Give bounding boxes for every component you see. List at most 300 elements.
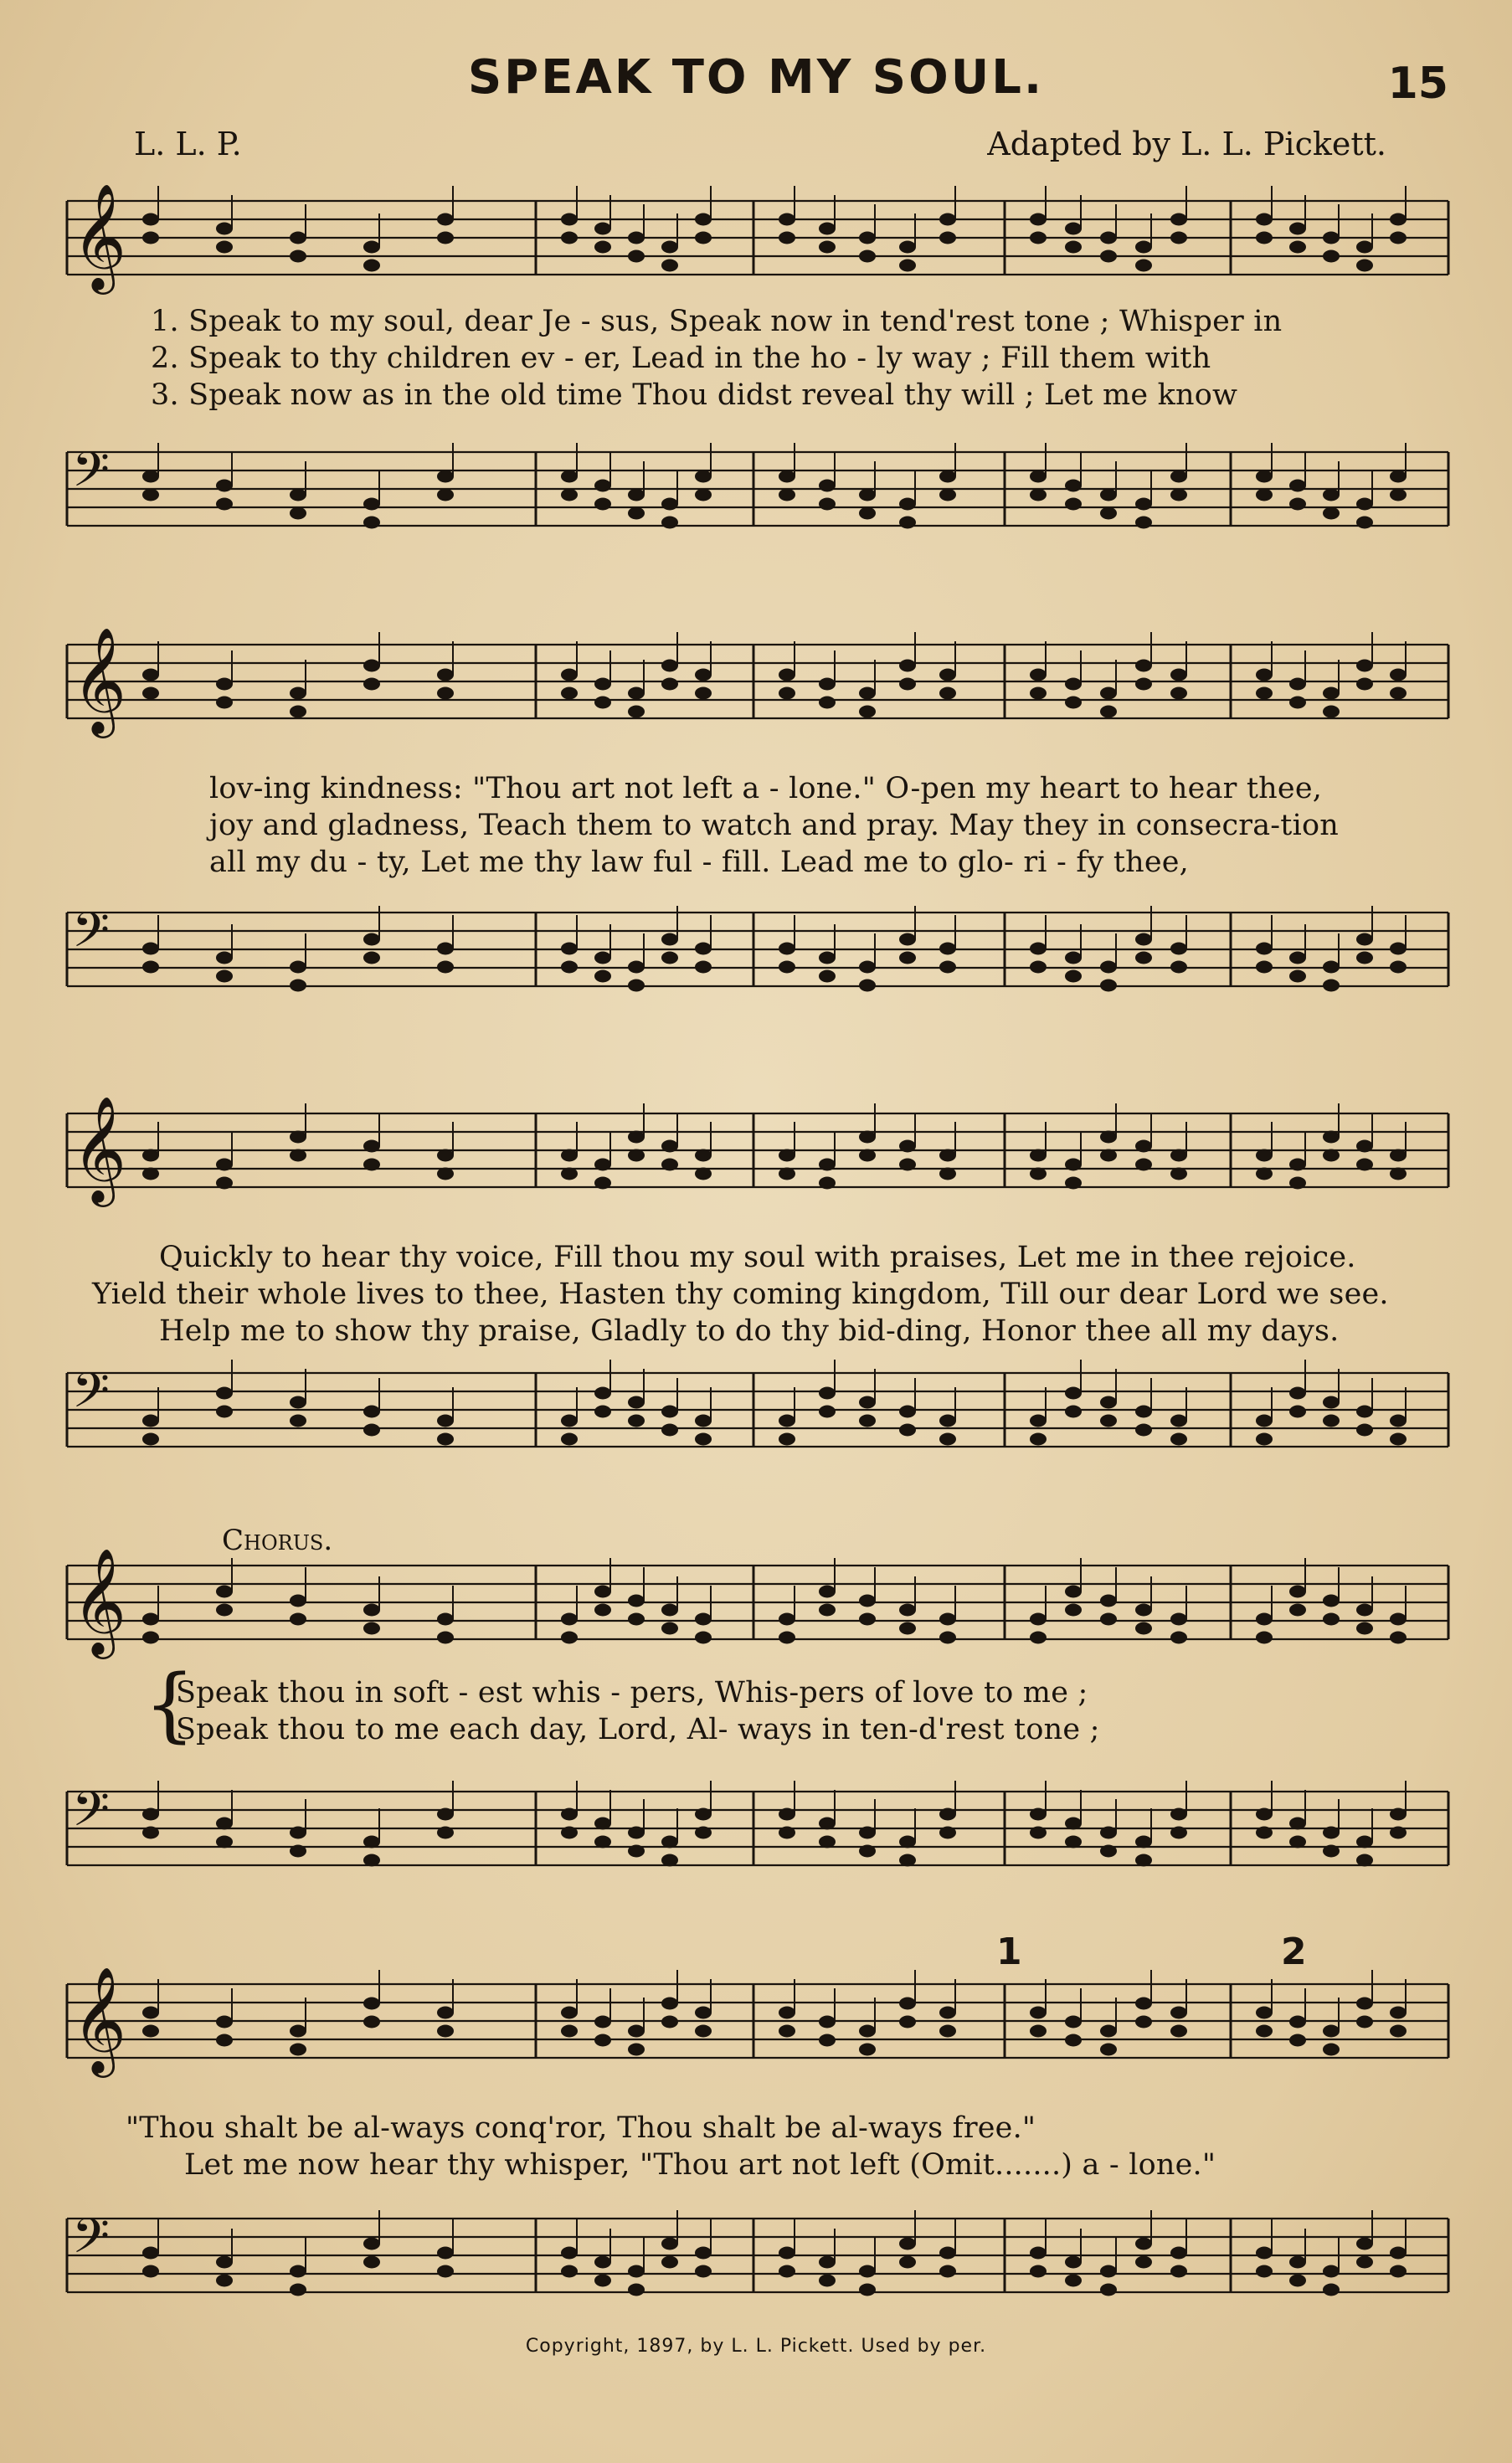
note-head <box>1289 1586 1306 1598</box>
note-head <box>1390 1632 1407 1644</box>
note-head <box>819 480 836 492</box>
note-head <box>1289 1177 1306 1190</box>
note-head <box>1100 687 1117 700</box>
note-head <box>628 1827 645 1839</box>
note-head <box>594 2016 611 2029</box>
note-head <box>594 1604 611 1617</box>
note-head <box>1135 260 1152 272</box>
note-head <box>1100 1595 1117 1607</box>
note-head <box>939 470 956 483</box>
note-head <box>899 933 916 946</box>
note-head <box>695 961 712 974</box>
note-head <box>1390 961 1407 974</box>
second-ending-mark: 2 <box>1281 1931 1307 1973</box>
note-head <box>1356 933 1373 946</box>
note-head <box>628 1845 645 1858</box>
note-head <box>1030 943 1047 955</box>
note-head <box>1170 1632 1187 1644</box>
note-head <box>1390 1808 1407 1821</box>
note-head <box>1135 2238 1152 2250</box>
note-head <box>1100 980 1117 992</box>
note-head <box>779 961 795 974</box>
note-head <box>1100 706 1117 718</box>
treble-clef-icon: 𝄞 <box>72 1547 127 1654</box>
note-head <box>1065 1586 1082 1598</box>
bass-staff <box>67 441 1448 537</box>
note-head <box>594 1406 611 1418</box>
note-head <box>1170 1149 1187 1162</box>
note-head <box>1030 2007 1047 2019</box>
note-head <box>363 1836 380 1849</box>
note-head <box>216 1604 233 1617</box>
note-head <box>1170 1415 1187 1427</box>
note-head <box>1256 1808 1273 1821</box>
note-head <box>899 2238 916 2250</box>
note-head <box>1030 232 1047 244</box>
note-head <box>1030 2025 1047 2038</box>
note-head <box>1289 697 1306 709</box>
note-head <box>1289 2016 1306 2029</box>
note-head <box>779 213 795 226</box>
note-head <box>363 241 380 254</box>
note-head <box>661 1622 678 1635</box>
note-head <box>1135 660 1152 672</box>
bass-staff-lines <box>67 2210 1448 2304</box>
note-head <box>695 1808 712 1821</box>
note-head <box>1100 2265 1117 2278</box>
bass-clef-icon: 𝄢 <box>72 1362 111 1431</box>
note-head <box>1170 1168 1187 1180</box>
note-head <box>1390 2247 1407 2260</box>
note-head <box>628 1149 645 1162</box>
note-head <box>1256 213 1273 226</box>
page-number: 15 <box>1387 59 1448 109</box>
note-head <box>437 489 454 501</box>
note-head <box>859 2265 876 2278</box>
note-head <box>1065 241 1082 254</box>
note-head <box>1100 1827 1117 1839</box>
note-head <box>1356 241 1373 254</box>
note-head <box>1030 1613 1047 1626</box>
note-head <box>899 2256 916 2269</box>
note-head <box>779 669 795 681</box>
note-head <box>1065 1159 1082 1171</box>
note-head <box>437 2247 454 2260</box>
note-head <box>628 2044 645 2056</box>
note-head <box>819 1177 836 1190</box>
treble-staff-lines <box>67 1966 1448 2073</box>
note-head <box>661 517 678 529</box>
note-head <box>695 669 712 681</box>
note-head <box>1030 687 1047 700</box>
lyric-line: Speak thou to me each day, Lord, Al- ways in ten-d'rest tone ; <box>176 1713 1100 1746</box>
note-head <box>1390 669 1407 681</box>
note-head <box>779 1808 795 1821</box>
note-head <box>859 1827 876 1839</box>
note-head <box>1289 1836 1306 1849</box>
note-head <box>594 241 611 254</box>
note-head <box>1323 687 1340 700</box>
note-head <box>1030 2265 1047 2278</box>
treble-staff-lines <box>67 183 1448 290</box>
note-head <box>939 943 956 955</box>
note-head <box>1323 250 1340 263</box>
note-head <box>1356 1854 1373 1867</box>
note-head <box>661 2016 678 2029</box>
note-head <box>561 232 578 244</box>
note-head <box>1323 489 1340 501</box>
note-head <box>437 1808 454 1821</box>
note-head <box>561 489 578 501</box>
note-head <box>695 687 712 700</box>
note-head <box>1100 489 1117 501</box>
note-head <box>1256 687 1273 700</box>
note-head <box>216 697 233 709</box>
treble-clef-icon: 𝄞 <box>72 183 127 290</box>
note-head <box>899 1406 916 1418</box>
note-head <box>1390 1433 1407 1446</box>
note-head <box>142 1808 159 1821</box>
bass-clef-icon: 𝄢 <box>72 902 111 970</box>
note-head <box>1356 2256 1373 2269</box>
note-head <box>1135 1604 1152 1617</box>
note-head <box>216 1818 233 1830</box>
note-head <box>1100 2284 1117 2296</box>
note-head <box>819 223 836 235</box>
treble-staff <box>67 1547 1448 1654</box>
note-head <box>1100 507 1117 520</box>
note-head <box>216 2256 233 2269</box>
music-system-4 <box>67 1524 1448 1926</box>
lyric-line: lov-ing kindness: "Thou art not left a - lone." O-pen my heart to hear thee, <box>209 772 1323 805</box>
note-head <box>1030 1433 1047 1446</box>
note-head <box>1390 2007 1407 2019</box>
note-head <box>1323 1595 1340 1607</box>
note-head <box>1030 213 1047 226</box>
note-head <box>1390 1613 1407 1626</box>
note-head <box>1170 1808 1187 1821</box>
note-head <box>363 933 380 946</box>
note-head <box>594 1387 611 1400</box>
note-head <box>859 1149 876 1162</box>
note-head <box>695 213 712 226</box>
note-head <box>1323 706 1340 718</box>
note-head <box>1030 1827 1047 1839</box>
note-head <box>561 1613 578 1626</box>
note-head <box>290 980 306 992</box>
note-head <box>1356 952 1373 964</box>
note-head <box>819 2275 836 2287</box>
note-head <box>859 2044 876 2056</box>
note-head <box>1356 1604 1373 1617</box>
note-head <box>1065 678 1082 691</box>
note-head <box>561 1827 578 1839</box>
note-head <box>216 2016 233 2029</box>
note-head <box>1323 961 1340 974</box>
note-head <box>695 2247 712 2260</box>
note-head <box>561 943 578 955</box>
author-initials: L. L. P. <box>134 126 242 162</box>
note-head <box>859 1845 876 1858</box>
note-head <box>1289 1387 1306 1400</box>
note-head <box>216 2275 233 2287</box>
note-head <box>661 498 678 511</box>
note-head <box>290 507 306 520</box>
note-head <box>939 961 956 974</box>
note-head <box>437 1433 454 1446</box>
note-head <box>142 2025 159 2038</box>
note-head <box>1135 1622 1152 1635</box>
note-head <box>1289 480 1306 492</box>
note-head <box>1323 1131 1340 1144</box>
first-ending-mark: 1 <box>996 1931 1022 1973</box>
treble-staff-lines <box>67 1095 1448 1202</box>
note-head <box>437 213 454 226</box>
note-head <box>695 1149 712 1162</box>
note-head <box>1135 1406 1152 1418</box>
note-head <box>1356 1836 1373 1849</box>
note-head <box>1170 687 1187 700</box>
note-head <box>819 1586 836 1598</box>
note-head <box>859 489 876 501</box>
note-head <box>1100 1613 1117 1626</box>
note-head <box>363 1424 380 1437</box>
treble-clef-icon: 𝄞 <box>72 1966 127 2073</box>
note-head <box>1256 1415 1273 1427</box>
note-head <box>1323 980 1340 992</box>
note-head <box>1135 1854 1152 1867</box>
note-head <box>1390 1415 1407 1427</box>
note-head <box>899 1998 916 2010</box>
note-head <box>142 943 159 955</box>
note-head <box>561 669 578 681</box>
note-head <box>1030 1808 1047 1821</box>
note-head <box>1390 687 1407 700</box>
note-head <box>1065 1604 1082 1617</box>
note-head <box>594 2275 611 2287</box>
note-head <box>1323 1613 1340 1626</box>
note-head <box>1065 498 1082 511</box>
note-head <box>290 1595 306 1607</box>
note-head <box>695 943 712 955</box>
note-head <box>1323 2044 1340 2056</box>
note-head <box>561 2025 578 2038</box>
note-head <box>142 232 159 244</box>
lyric-line: 1. Speak to my soul, dear Je - sus, Speak now in tend'rest tone ; Whisper in <box>151 305 1283 338</box>
note-head <box>437 669 454 681</box>
note-head <box>1256 1149 1273 1162</box>
note-head <box>437 2265 454 2278</box>
note-head <box>142 961 159 974</box>
note-head <box>363 1159 380 1171</box>
note-head <box>1135 933 1152 946</box>
note-head <box>819 1836 836 1849</box>
note-head <box>1356 1998 1373 2010</box>
note-head <box>819 2016 836 2029</box>
note-head <box>695 1433 712 1446</box>
note-head <box>1356 660 1373 672</box>
bass-clef-icon: 𝄢 <box>72 441 111 510</box>
note-head <box>216 223 233 235</box>
note-head <box>1289 498 1306 511</box>
note-head <box>290 1396 306 1409</box>
note-head <box>216 1387 233 1400</box>
note-head <box>594 1586 611 1598</box>
note-head <box>363 1622 380 1635</box>
note-head <box>899 260 916 272</box>
note-head <box>594 2034 611 2047</box>
note-head <box>290 1845 306 1858</box>
bass-clef-icon: 𝄢 <box>72 1781 111 1849</box>
note-head <box>779 1827 795 1839</box>
note-head <box>819 1387 836 1400</box>
note-head <box>859 980 876 992</box>
note-head <box>1289 1159 1306 1171</box>
note-head <box>779 2007 795 2019</box>
note-head <box>437 943 454 955</box>
note-head <box>899 660 916 672</box>
note-head <box>819 241 836 254</box>
note-head <box>216 480 233 492</box>
lyric-line: all my du - ty, Let me thy law ful - fill. Lead me to glo- ri - fy thee, <box>209 846 1189 879</box>
note-head <box>1030 669 1047 681</box>
note-head <box>1170 669 1187 681</box>
note-head <box>561 470 578 483</box>
note-head <box>939 232 956 244</box>
note-head <box>779 1632 795 1644</box>
note-head <box>1256 1168 1273 1180</box>
note-head <box>1390 213 1407 226</box>
note-head <box>661 2238 678 2250</box>
note-head <box>1065 970 1082 983</box>
treble-staff-lines <box>67 1547 1448 1654</box>
note-head <box>363 1140 380 1153</box>
adaptation-credit: Adapted by L. L. Pickett. <box>987 126 1386 162</box>
treble-staff <box>67 1966 1448 2073</box>
note-head <box>594 480 611 492</box>
note-head <box>1289 678 1306 691</box>
lyric-line: Quickly to hear thy voice, Fill thou my soul with praises, Let me in thee rejoice. <box>159 1241 1356 1274</box>
note-head <box>1170 2247 1187 2260</box>
note-head <box>939 1433 956 1446</box>
note-head <box>363 1604 380 1617</box>
note-head <box>1170 961 1187 974</box>
music-system-2 <box>67 620 1448 1021</box>
note-head <box>561 2007 578 2019</box>
note-head <box>661 2256 678 2269</box>
note-head <box>899 1424 916 1437</box>
note-head <box>819 2256 836 2269</box>
note-head <box>1065 480 1082 492</box>
bass-staff <box>67 904 1448 998</box>
note-head <box>779 489 795 501</box>
note-head <box>594 1818 611 1830</box>
note-head <box>1030 470 1047 483</box>
note-head <box>1100 2025 1117 2038</box>
music-system-1 <box>67 176 1448 561</box>
note-head <box>1030 1149 1047 1162</box>
note-head <box>1356 1140 1373 1153</box>
note-head <box>1356 517 1373 529</box>
note-head <box>1170 2265 1187 2278</box>
note-head <box>1135 1140 1152 1153</box>
lyric-line: joy and gladness, Teach them to watch and pray. May they in consecra-tion <box>209 809 1339 842</box>
bass-staff <box>67 2210 1448 2304</box>
note-head <box>437 2007 454 2019</box>
note-head <box>142 1149 159 1162</box>
note-head <box>661 1836 678 1849</box>
note-head <box>628 961 645 974</box>
note-head <box>695 2007 712 2019</box>
note-head <box>628 980 645 992</box>
note-head <box>819 1818 836 1830</box>
note-head <box>1256 2025 1273 2038</box>
note-head <box>142 2007 159 2019</box>
note-head <box>290 232 306 244</box>
hymn-title: SPEAK TO MY SOUL. <box>467 50 1045 105</box>
treble-clef-icon: 𝄞 <box>72 1095 127 1202</box>
note-head <box>290 1415 306 1427</box>
note-head <box>1390 489 1407 501</box>
note-head <box>1323 232 1340 244</box>
note-head <box>290 1131 306 1144</box>
note-head <box>216 498 233 511</box>
note-head <box>859 2025 876 2038</box>
note-head <box>1065 2034 1082 2047</box>
note-head <box>695 2025 712 2038</box>
note-head <box>1356 1424 1373 1437</box>
note-head <box>1065 2275 1082 2287</box>
note-head <box>1390 1827 1407 1839</box>
note-head <box>1323 1149 1340 1162</box>
note-head <box>779 1433 795 1446</box>
note-head <box>819 1604 836 1617</box>
note-head <box>1135 241 1152 254</box>
note-head <box>594 498 611 511</box>
note-head <box>1135 952 1152 964</box>
note-head <box>695 1827 712 1839</box>
note-head <box>363 260 380 272</box>
note-head <box>859 961 876 974</box>
note-head <box>628 1613 645 1626</box>
note-head <box>1323 2284 1340 2296</box>
note-head <box>437 1632 454 1644</box>
note-head <box>216 1586 233 1598</box>
lyric-line: 3. Speak now as in the old time Thou didst reveal thy will ; Let me know <box>151 378 1238 412</box>
note-head <box>1065 1387 1082 1400</box>
note-head <box>939 489 956 501</box>
note-head <box>899 1604 916 1617</box>
lyric-line: "Thou shalt be al-ways conq'ror, Thou shalt be al-ways free." <box>126 2111 1036 2145</box>
note-head <box>779 943 795 955</box>
note-head <box>290 687 306 700</box>
note-head <box>561 1149 578 1162</box>
note-head <box>939 2265 956 2278</box>
note-head <box>899 517 916 529</box>
note-head <box>437 687 454 700</box>
note-head <box>1100 250 1117 263</box>
note-head <box>290 489 306 501</box>
note-head <box>939 1613 956 1626</box>
note-head <box>1356 2016 1373 2029</box>
note-head <box>437 1415 454 1427</box>
note-head <box>1170 1827 1187 1839</box>
note-head <box>695 1415 712 1427</box>
note-head <box>628 2265 645 2278</box>
note-head <box>1135 498 1152 511</box>
treble-clef-icon: 𝄞 <box>72 626 127 733</box>
note-head <box>1323 1396 1340 1409</box>
